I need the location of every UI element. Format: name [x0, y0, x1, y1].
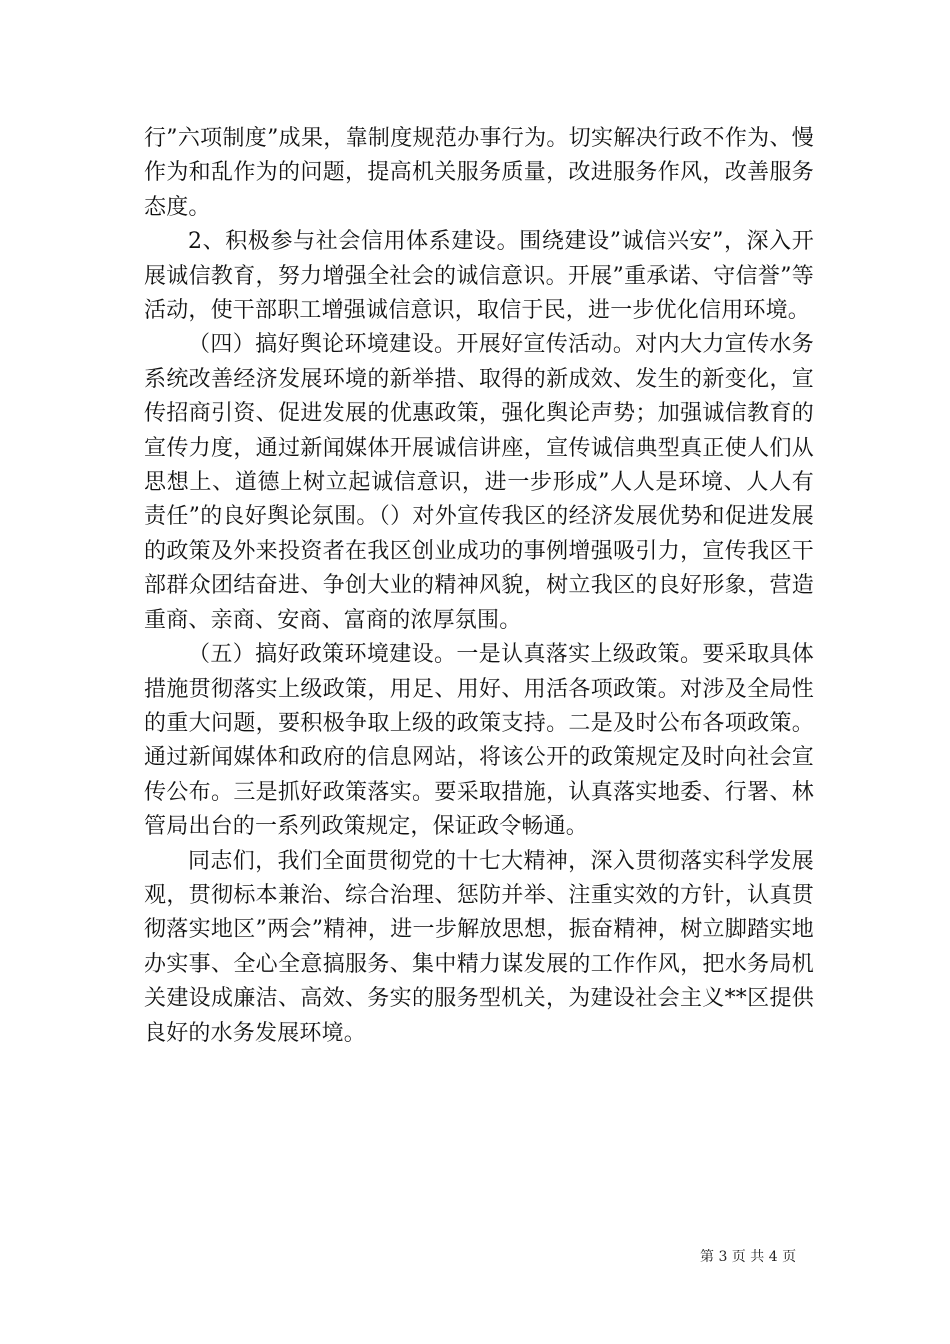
- paragraph-public-opinion: （四）搞好舆论环境建设。开展好宣传活动。对内大力宣传水务系统改善经济发展环境的新举措、取得的新成效、发生的新变化，宣传招商引资、促进发展的优惠政策，强化舆论声势；加强诚信教育的宣传力度，通过新闻媒体开展诚信讲座，宣传诚信典型真正使人们从思想上、道德上树立起诚信意识，进一步形成”人人是环境、人人有责任”的良好舆论氛围。（）对外宣传我区的经济发展优势和促进发展的政策及外来投资者在我区创业成功的事例增强吸引力，宣传我区干部群众团结奋进、争创大业的精神风貌，树立我区的良好形象，营造重商、亲商、安商、富商的浓厚氛围。: [144, 332, 814, 633]
- page-number: 第 3 页 共 4 页: [700, 1249, 797, 1265]
- paragraph-continuation: 行”六项制度”成果，靠制度规范办事行为。切实解决行政不作为、慢作为和乱作为的问题，提高机关服务质量，改进服务作风，改善服务态度。: [144, 126, 814, 220]
- document-body: [144, 122, 814, 1051]
- paragraph-policy-environment: （五）搞好政策环境建设。一是认真落实上级政策。要采取具体措施贯彻落实上级政策，用足、用好、用活各项政策。对涉及全局性的重大问题，要积极争取上级的政策支持。二是及时公布各项政策。通过新闻媒体和政府的信息网站，将该公开的政策规定及时向社会宣传公布。三是抓好政策落实。要采取措施，认真落实地委、行署、林管局出台的一系列政策规定，保证政令畅通。: [144, 642, 814, 840]
- paragraph-credit-system: 2、积极参与社会信用体系建设。围绕建设”诚信兴安”，深入开展诚信教育，努力增强全社会的诚信意识。开展”重承诺、守信誉”等活动，使干部职工增强诚信意识，取信于民，进一步优化信用环境。: [144, 229, 814, 324]
- paragraph-closing: 同志们，我们全面贯彻党的十七大精神，深入贯彻落实科学发展观，贯彻标本兼治、综合治理、惩防并举、注重实效的方针，认真贯彻落实地区”两会”精神，进一步解放思想，振奋精神，树立脚踏实地办实事、全心全意搞服务、集中精力谋发展的工作作风，把水务局机关建设成廉洁、高效、务实的服务型机关，为建设社会主义**区提供良好的水务发展环境。: [144, 848, 814, 1046]
